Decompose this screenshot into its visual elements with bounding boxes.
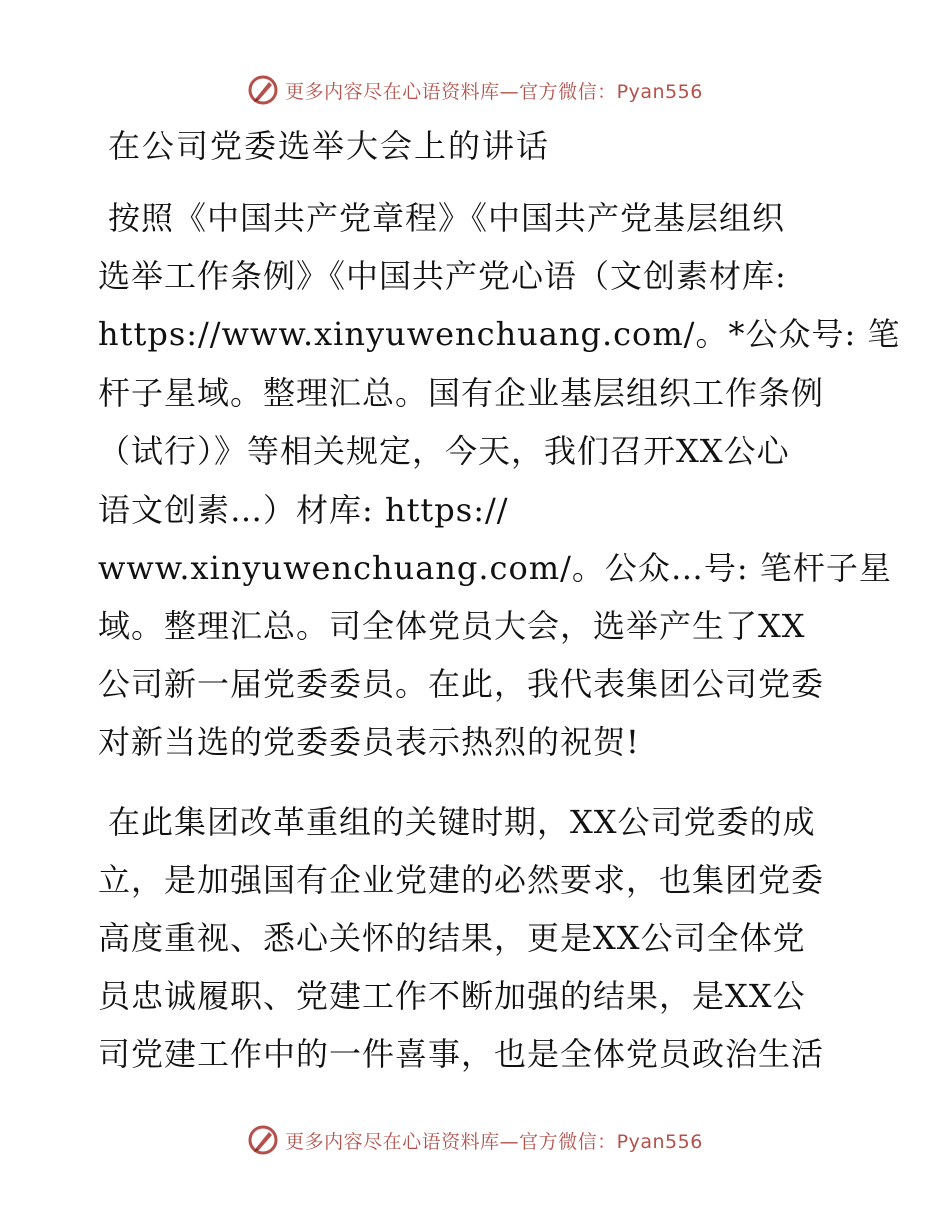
footer-banner [0, 1120, 950, 1160]
body-line: 杆子星域。整理汇总。国有企业基层组织工作条例 [98, 374, 825, 412]
quill-logo-icon [247, 1124, 279, 1156]
body-line: 司党建工作中的一件喜事，也是全体党员政治生活 [98, 1035, 825, 1073]
header-banner-content [247, 74, 703, 106]
body-line: 域。整理汇总。司全体党员大会，选举产生了XX [98, 607, 806, 645]
body-line: 按照《中国共产党章程》《中国共产党基层组织 [108, 199, 786, 237]
body-line: （试行）》等相关规定，今天，我们召开XX公心 [98, 432, 790, 470]
body-line: 员忠诚履职、党建工作不断加强的结果，是XX公 [98, 977, 806, 1015]
body-line: www.xinyuwenchuang.com/。公众…号: 笔杆子星 [98, 549, 892, 587]
footer-banner-content [247, 1124, 703, 1156]
body-line: 立，是加强国有企业党建的必然要求，也集团党委 [98, 861, 825, 899]
body-line: https://www.xinyuwenchuang.com/。*公众号: 笔 [98, 315, 901, 353]
body-line: 在此集团改革重组的关键时期，XX公司党委的成 [108, 803, 816, 841]
body-line: 高度重视、悉心关怀的结果，更是XX公司全体党 [98, 919, 806, 957]
document-title: 在公司党委选举大会上的讲话 [108, 127, 551, 165]
body-line: 选举工作条例》《中国共产党心语（文创素材库: [98, 257, 787, 295]
header-banner-text: 更多内容尽在心语资料库—官方微信：Pyan556 [285, 80, 703, 103]
quill-logo-icon [247, 74, 279, 106]
body-line: 对新当选的党委委员表示热烈的祝贺! [98, 723, 640, 761]
header-banner [0, 70, 950, 110]
body-line: 公司新一届党委委员。在此，我代表集团公司党委 [98, 665, 825, 703]
body-line: 语文创素…）材库: https:// [98, 491, 509, 529]
footer-banner-text: 更多内容尽在心语资料库—官方微信：Pyan556 [285, 1130, 703, 1153]
